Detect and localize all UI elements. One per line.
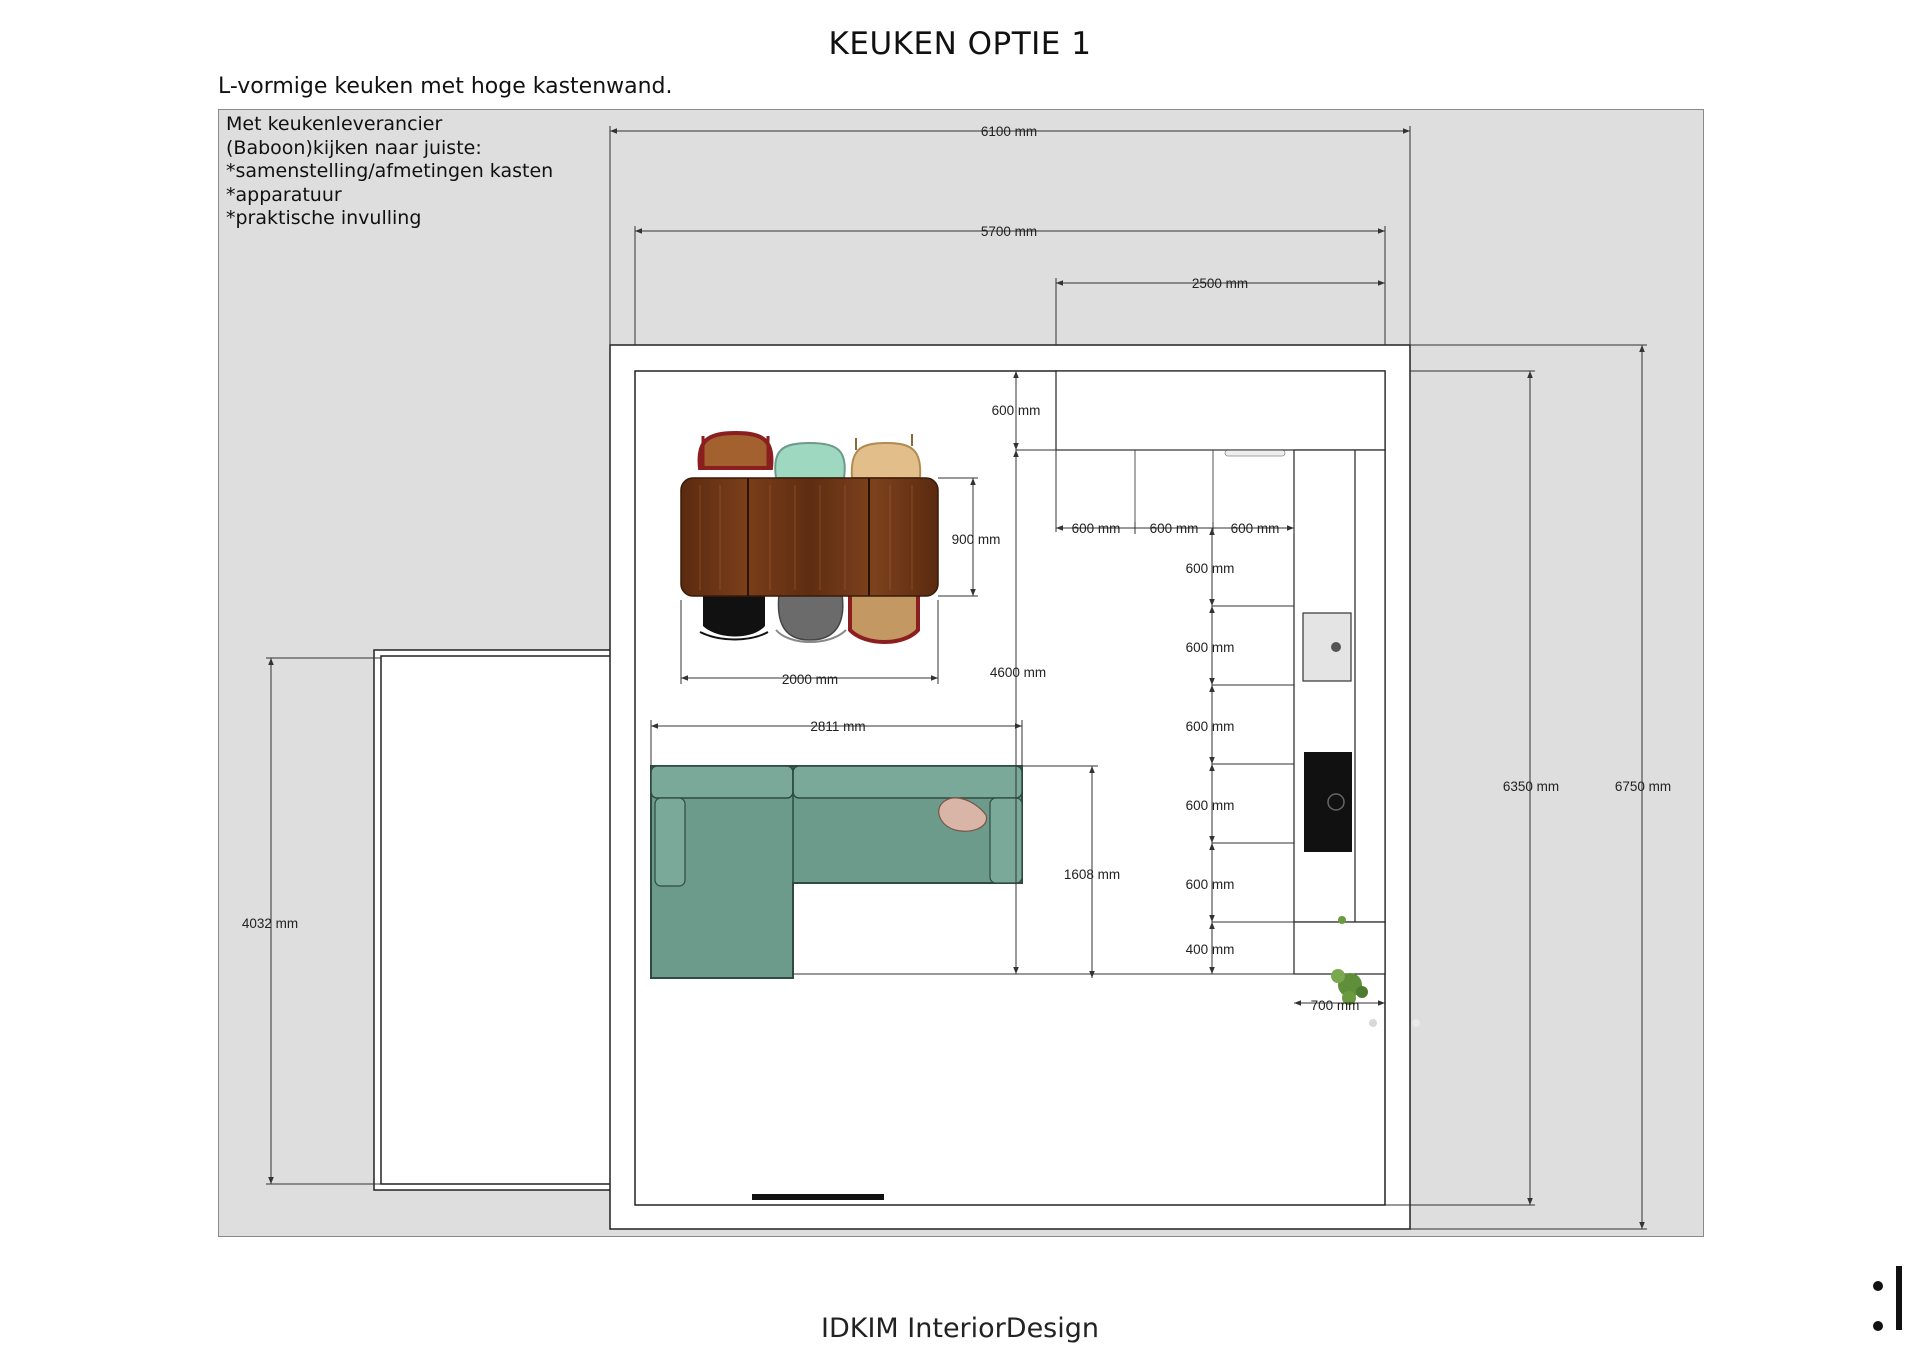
- annex-room: [374, 650, 614, 1190]
- door-threshold: [752, 1194, 884, 1200]
- dim-label-unit-3: 600 mm: [1230, 521, 1280, 536]
- note-line: *praktische invulling: [226, 207, 422, 229]
- tap-icon: [1225, 450, 1285, 456]
- page-subtitle: L-vormige keuken met hoge kastenwand.: [218, 74, 673, 99]
- dim-label-seating-depth: 4600 mm: [989, 665, 1047, 680]
- chair-red-top: [700, 433, 772, 468]
- dim-label-plant-width: 700 mm: [1310, 998, 1360, 1013]
- footer-brand: IDKIM InteriorDesign: [820, 1313, 1099, 1344]
- dim-label-tall-1: 600 mm: [1185, 561, 1235, 576]
- dim-label-tall-2: 600 mm: [1185, 640, 1235, 655]
- dim-label-room-inner: 6350 mm: [1502, 779, 1560, 794]
- oven-knob-icon: [1331, 642, 1341, 652]
- oven-icon: [1303, 613, 1351, 681]
- dim-label-kitchen-width: 2500 mm: [1191, 276, 1249, 291]
- dim-label-unit-1: 600 mm: [1071, 521, 1121, 536]
- dim-label-tall-4: 600 mm: [1185, 798, 1235, 813]
- dim-label-tall-end: 400 mm: [1185, 942, 1235, 957]
- dim-label-tall-5: 600 mm: [1185, 877, 1235, 892]
- dim-label-annex-depth: 4032 mm: [241, 916, 299, 931]
- chair-mint-top: [775, 443, 845, 478]
- note-line: *apparatuur: [226, 183, 342, 206]
- dim-label-tall-3: 600 mm: [1185, 719, 1235, 734]
- brand-logo-icon: [1870, 1262, 1910, 1334]
- dim-label-total-width: 6100 mm: [980, 124, 1038, 139]
- dim-label-table-depth: 900 mm: [951, 532, 1001, 547]
- page-title: KEUKEN OPTIE 1: [828, 26, 1092, 62]
- chair-red-bottom: [850, 594, 918, 642]
- dim-label-counter-depth: 600 mm: [991, 403, 1041, 418]
- dim-label-sofa-length: 2811 mm: [810, 719, 866, 734]
- note-line: *samenstelling/afmetingen kasten: [226, 160, 554, 182]
- dim-label-inner-width: 5700 mm: [980, 224, 1038, 239]
- dim-label-unit-2: 600 mm: [1149, 521, 1199, 536]
- dining-set: [681, 433, 938, 642]
- dim-label-table-length: 2000 mm: [781, 672, 839, 687]
- tall-cabinet-wall: [1294, 450, 1385, 974]
- note-line: Met keukenleverancier: [226, 113, 443, 135]
- dim-label-sofa-depth: 1608 mm: [1063, 867, 1121, 882]
- note-line: (Baboon)kijken naar juiste:: [226, 136, 482, 159]
- dim-label-room-outer: 6750 mm: [1614, 779, 1672, 794]
